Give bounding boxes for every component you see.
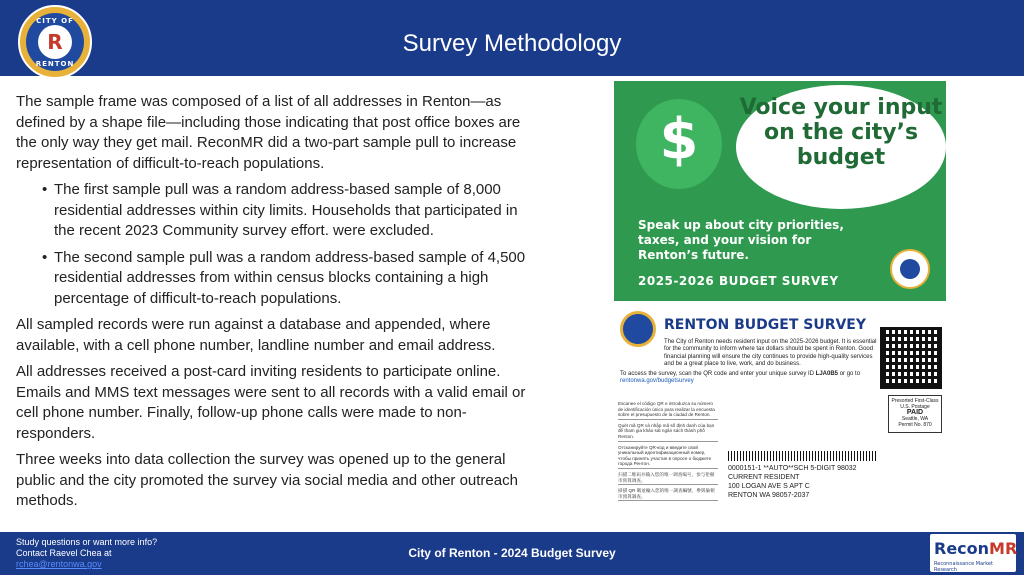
language-instructions: Escanee el código QR e introduzca su número de identificación único para realizar la encuesta sobre el presupuesto de la ciudad de Renton. Quét mã QR và nhập mã số định danh của bạn để tham gia khảo sát ngân sách thành phố Renton. Отсканируйте QR-код и введите свой уникальный идентификационный номер, чтобы принять участие в опросе о бюджете города Рентон. 扫描二维码并输入您的唯一调查编号，参与伦顿市预算调查。 掃描 QR 碼並輸入您的唯一調查編號，參與倫頓市預算調查。 (618, 401, 718, 504)
reconmr-logo: ReconMR Reconnaissance Market Research (930, 534, 1016, 572)
sample-pull-list (42, 180, 536, 309)
mailing-address: 0000151-1 **AUTO**SCH 5-DIGIT 98032 CURRENT RESIDENT 100 LOGAN AVE S APT C RENTON WA 98057-2037 (728, 465, 857, 499)
renton-r-mark: R (38, 25, 72, 59)
paragraph-sample-frame: The sample frame was composed of a list of all addresses in Renton—as defined by a shape file—including those indicating that post office boxes are the only way they get mail. ReconMR did a two-part sample pull to increase representation of difficult-to-reach populations. (16, 93, 521, 172)
header-bar (0, 0, 1024, 76)
budget-survey-poster (614, 81, 946, 301)
speech-bubble-right (736, 85, 946, 209)
poster-subtext: Speak up about city priorities, taxes, and your vision for Renton’s future. (638, 218, 844, 262)
postal-barcode-icon (728, 451, 878, 461)
postcard-body: The City of Renton needs resident input on the 2025-2026 budget. It is essential for the community to inform where tax dollars should be spent in Renton. Good financial planning will ensure the city continues to provide high-quality services and be a great place to live, work, and do business. To access the survey, scan the QR code and enter your unique survey ID LJA0B5 or go to rentonwa.gov/budgetsurvey (620, 339, 877, 385)
footer-contact: Study questions or want more info? Contact Raevel Chea at rchea@rentonwa.gov (16, 537, 158, 569)
paragraph-outreach: All addresses received a post-card inviting residents to participate online. Emails and MMS text messages were sent to all records with a valid email or cell phone number. Finally, follow-up phone calls were made to non-responders. (16, 363, 526, 442)
survey-link[interactable]: rentonwa.gov/budgetsurvey (620, 378, 694, 385)
city-seal-icon (890, 249, 930, 289)
contact-email-link[interactable]: rchea@rentonwa.gov (16, 559, 102, 569)
survey-postcard (614, 309, 946, 511)
list-item: • The second sample pull was a random address-based sample of 4,500 residential addresses from within census blocks containing a high percentage of difficult-to-reach populations. (42, 248, 536, 310)
survey-id: LJA0B5 (815, 370, 839, 377)
poster-survey-label: 2025-2026 BUDGET SURVEY (638, 274, 839, 288)
qr-code-icon[interactable] (880, 327, 942, 389)
footer-bar (0, 532, 1024, 575)
paragraph-appended-records: All sampled records were run against a database and appended, where available, with a cell phone number, landline number and email address. (16, 316, 496, 354)
list-item: • The first sample pull was a random address-based sample of 8,000 residential addresses within city limits. Households that participated in the recent 2023 Community survey effort. were excluded. (42, 180, 536, 242)
city-of-renton-logo: CITY OF R RENTON (18, 5, 92, 79)
footer-title: City of Renton - 2024 Budget Survey (408, 546, 616, 560)
dollar-icon: $ (659, 107, 699, 172)
methodology-text (16, 92, 536, 518)
paragraph-public-opening: Three weeks into data collection the survey was opened up to the general public and the city promoted the survey via social media and other outreach methods. (16, 451, 518, 509)
speech-bubble-left (636, 99, 722, 189)
postcard-title: RENTON BUDGET SURVEY (664, 317, 867, 333)
poster-headline: Voice your input on the city’s budget (739, 95, 943, 170)
postage-stamp: Presorted First-Class U.S. Postage PAID Seattle, WA Permit No. 870 (888, 395, 942, 433)
page-title: Survey Methodology (402, 30, 622, 57)
